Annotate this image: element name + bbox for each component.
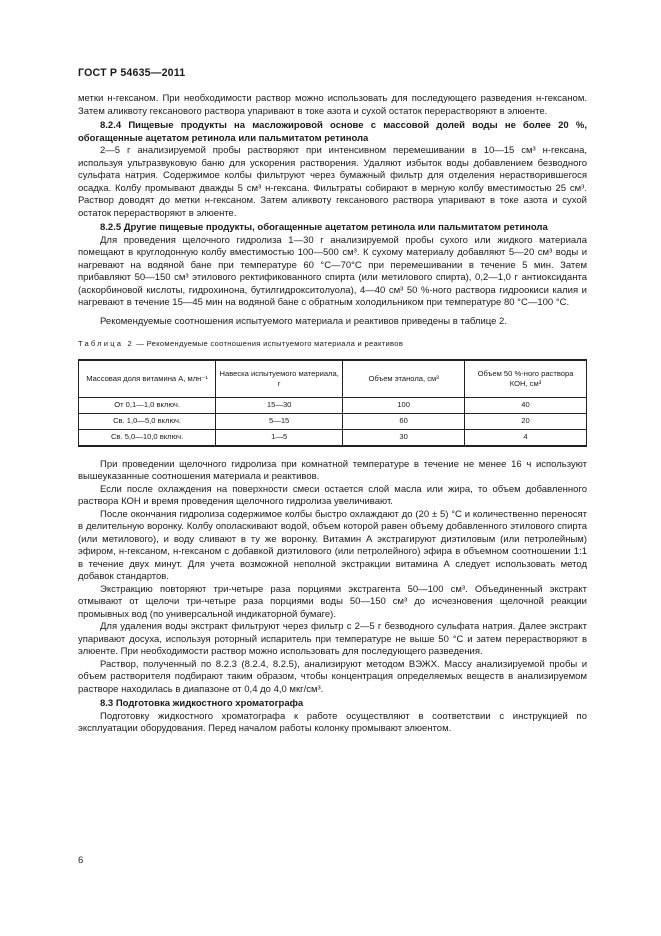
table-cell: Св. 1,0—5,0 включ. — [79, 413, 216, 429]
table-header-cell: Объем этанола, см³ — [343, 360, 465, 397]
paragraph: Для проведения щелочного гидролиза 1—30 г анализируемой пробы сухого или жидкого материала помещают в круглодонную колбу вместимостью 100—500 см³. К сухому материалу добавляют 5—20 см³ воды и нагревают на водяной бане при температуре 60 °С—70°С при перемешивании в течение 5 мин. Затем прибавляют 50—150 см³ этилового ректификованного спирта (или метилового спирта), 0,2—1,0 г антиоксиданта (аскорбиновой кислоты, гидрохинона, бутилгидрокситолуола), 4—40 см³ 50 %-ного раствора гидроокиси калия и нагревают в течение 15—45 мин на водяной бане с обратным холодильником при температуре 80 °С—100 °С. — [78, 234, 587, 308]
document-header: ГОСТ Р 54635—2011 — [78, 67, 186, 79]
table-row — [79, 429, 587, 445]
table-cell: 40 — [465, 397, 587, 413]
table-cell: 20 — [465, 413, 587, 429]
paragraph: 2—5 г анализируемой пробы растворяют при интенсивном перемешивании в 10—15 см³ н-гексана, используя ультразвуковую баню для ускорения растворения. Удаляют избыток воды добавлением безводного сульфата натрия. Содержимое колбы фильтруют через бумажный фильтр для отделения нерастворившегося осадка. Колбу промывают дважды 5 см³ н-гексана. Фильтраты собирают в мерную колбу вместимостью 25 см³. Раствор доводят до метки н-гексаном. Затем аликвоту гексанового раствора упаривают в токе азота и сухой остаток перерастворяют в элюенте. — [78, 145, 587, 219]
table-cell: 15—30 — [216, 397, 343, 413]
table-cell: 4 — [465, 429, 587, 445]
table-cell: Св. 5,0—10,0 включ. — [79, 429, 216, 445]
section-heading-8-2-4: 8.2.4 Пищевые продукты на масложировой основе с массовой долей воды не более 20 %, обогащенные ацетатом ретинола или пальмитатом ретинола — [78, 120, 587, 144]
paragraph: Экстракцию повторяют три-четыре раза порциями экстрагента 50—100 см³. Объединенный экстракт отмывают от щелочи три-четыре раза порциями воды 50—150 см³ до исчезновения щелочной реакции промывных вод (по универсальной индикаторной бумаге). — [78, 583, 587, 620]
paragraph: При проведении щелочного гидролиза при комнатной температуре в течение не менее 16 ч используют вышеуказанные соотношения материала и реактивов. — [78, 458, 587, 482]
table-frame — [78, 359, 587, 447]
paragraph: Для удаления воды экстракт фильтруют через фильтр с 2—5 г безводного сульфата натрия. Далее экстракт упаривают досуха, используя роторный испаритель при температуре не выше 50 °С и затем перерастворяют в элюенте. При необходимости раствор можно использовать для последующего разведения. — [78, 621, 587, 657]
table-row — [79, 413, 587, 429]
paragraph: Раствор, полученный по 8.2.3 (8.2.4, 8.2.5), анализируют методом ВЭЖХ. Массу анализируемой пробы и объем растворителя подбирают таким образом, чтобы концентрация определяемых веществ в анализируемом растворе находилась в диапазоне от 0,4 до 4,0 мкг/см³. — [78, 658, 587, 695]
table-cell: От 0,1—1,0 включ. — [79, 397, 216, 413]
table-caption-label: Таблица 2 — [78, 339, 134, 348]
table-cell: 100 — [343, 397, 465, 413]
table-2 — [78, 360, 587, 446]
table-cell: 1—5 — [216, 429, 343, 445]
table-caption-text: — Рекомендуемые соотношения испытуемого материала и реактивов — [133, 339, 404, 348]
table-header-cell: Навеска испытуемого материала, г — [216, 360, 343, 397]
table-header-cell: Массовая доля витамина А, млн⁻¹ — [79, 360, 216, 397]
table-header-cell: Объем 50 %-ного раствора КОН, см³ — [465, 360, 587, 397]
paragraph: Подготовку жидкостного хроматографа к работе осуществляют в соответствии с инструкцией по эксплуатации оборудования. Перед началом работы колонку промывают элюентом. — [78, 710, 587, 734]
paragraph: Рекомендуемые соотношения испытуемого материала и реактивов приведены в таблице 2. — [100, 315, 507, 327]
table-header-row — [79, 360, 587, 397]
section-heading-8-3: 8.3 Подготовка жидкостного хроматографа — [100, 698, 304, 709]
paragraph: После окончания гидролиза содержимое колбы быстро охлаждают до (20 ± 5) °С и количественно переносят в делительную воронку. Колбу ополаскивают водой, объем которой равен объему добавленного этилового спирта (или метилового), и воду сливают в ту же воронку. Витамин А экстрагируют диэтиловым (или петролейным) эфиром, н-гексаном, н-гексаном с добавкой диэтилового (или петролейного) эфира в объемном соотношении 1:1 в течение двух минут. Для учета возможной неполной экстракции витамина А следует использовать метод добавок стандартов. — [78, 508, 587, 582]
table-caption — [78, 338, 587, 351]
paragraph: Если после охлаждения на поверхности смеси остается слой масла или жира, то объем добавленного раствора КОН и время проведения щелочного гидролиза увеличивают. — [78, 483, 587, 507]
page-number: 6 — [78, 855, 84, 866]
document-body — [78, 93, 587, 736]
paragraph-continuation: метки н-гексаном. При необходимости раствор можно использовать для последующего разведения н-гексаном. Затем аликвоту гексанового раствора упаривают в токе азота и сухой остаток перерастворяют в элюенте. — [78, 93, 587, 117]
table-cell: 30 — [343, 429, 465, 445]
table-cell: 60 — [343, 413, 465, 429]
table-cell: 5—15 — [216, 413, 343, 429]
table-row — [79, 397, 587, 413]
section-heading-8-2-5: 8.2.5 Другие пищевые продукты, обогащенные ацетатом ретинола или пальмитатом ретинола — [100, 222, 548, 233]
